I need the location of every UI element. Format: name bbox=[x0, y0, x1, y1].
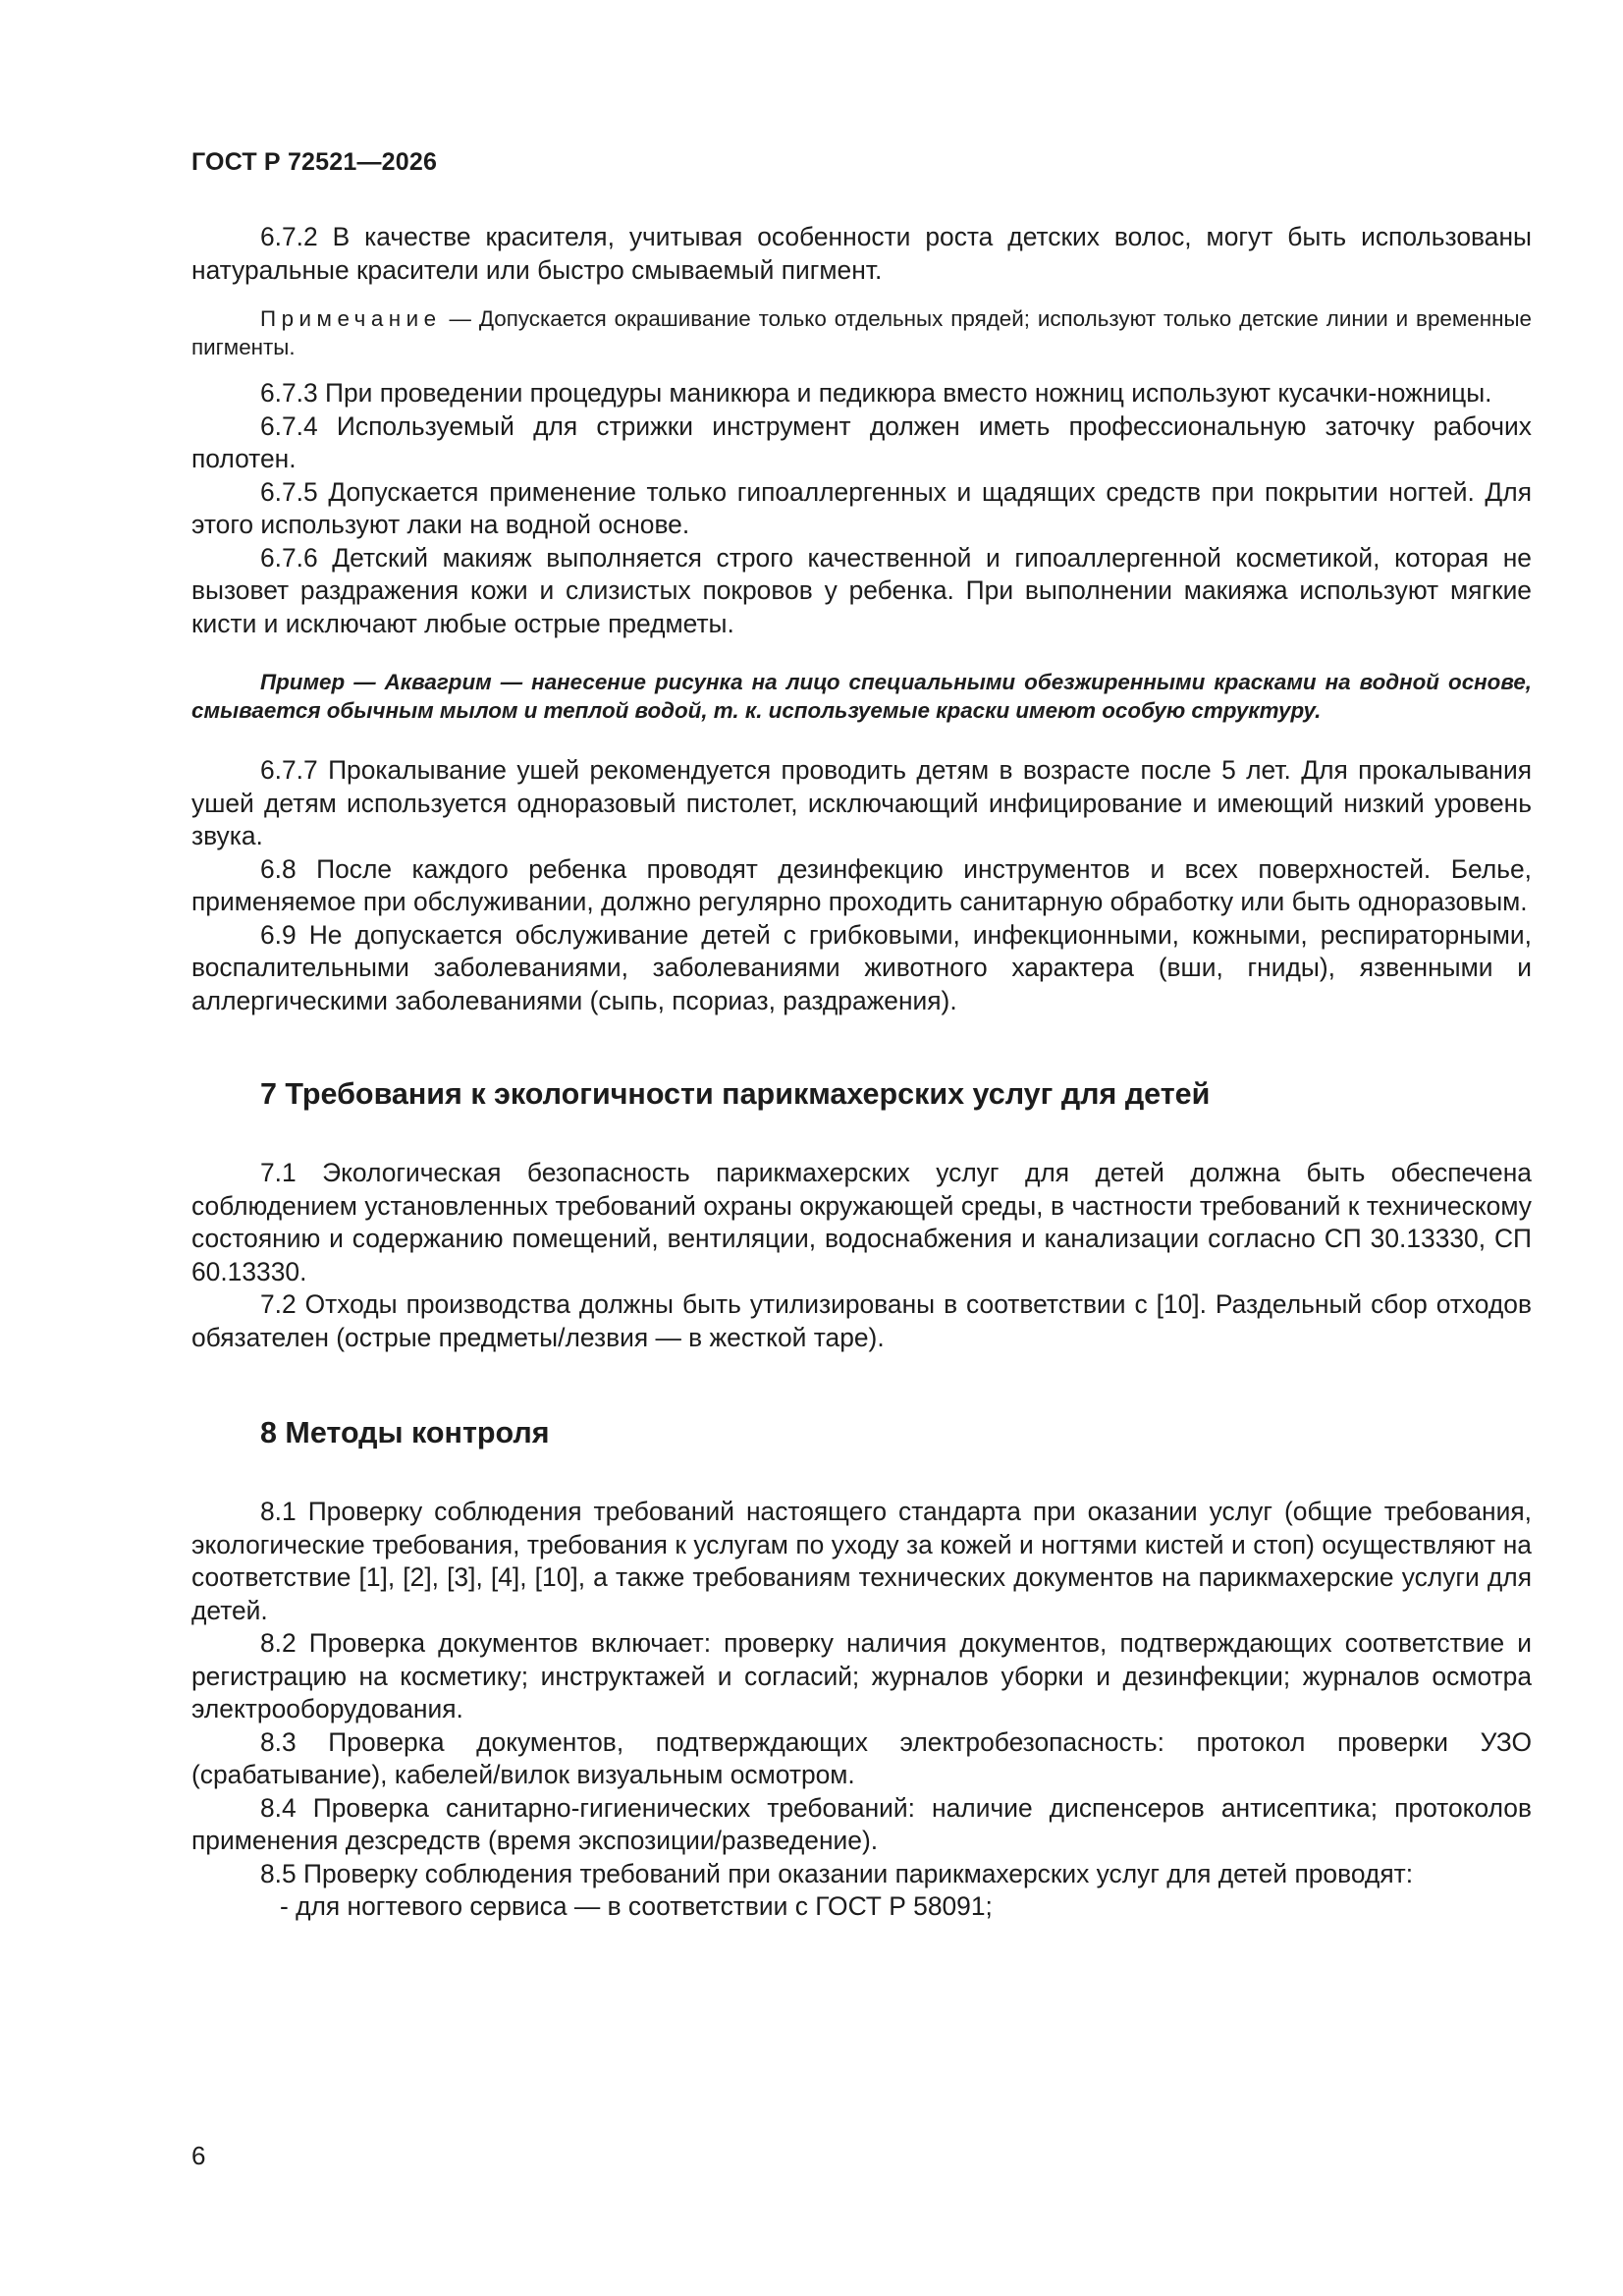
section-7-heading: 7 Требования к экологичности парикмахерских услуг для детей bbox=[260, 1077, 1211, 1111]
example-block: Пример — Аквагрим — нанесение рисунка на лицо специальными обезжиренными красками на водной основе, смывается обычным мылом и теплой водой, т. к. используемые краски имеют особую структуру. bbox=[191, 670, 1532, 723]
paragraph-6-7-6: 6.7.6 Детский макияж выполняется строго качественной и гипоаллергенной косметикой, которая не вызовет раздражения кожи и слизистых покровов у ребенка. При выполнении макияжа используют мягкие кисти и исключают любые острые предметы. bbox=[191, 542, 1532, 638]
paragraph-6-7-7: 6.7.7 Прокалывание ушей рекомендуется проводить детям в возрасте после 5 лет. Для прокалывания ушей детям используется одноразовый пистолет, исключающий инфицирование и имеющий низкий уровень звука. bbox=[191, 755, 1532, 850]
note-label: Примечание bbox=[260, 306, 442, 331]
note-block bbox=[191, 304, 1532, 361]
paragraph-7-2: 7.2 Отходы производства должны быть утилизированы в соответствии с [10]. Раздельный сбор отходов обязателен (острые предметы/лезвия — в жесткой таре). bbox=[191, 1289, 1532, 1352]
page-body bbox=[191, 221, 1532, 1924]
document-id-header: ГОСТ Р 72521—2026 bbox=[191, 148, 438, 176]
list-item: - для ногтевого сервиса — в соответствии с ГОСТ Р 58091; bbox=[280, 1891, 993, 1921]
paragraph-8-1: 8.1 Проверку соблюдения требований настоящего стандарта при оказании услуг (общие требования, экологические требования, требования к услугам по уходу за кожей и ногтями кистей и стоп) осуществляют на соответствие [1], [2], [3], [4], [10], а также требованиям технических документов на парикмахерские услуги для детей. bbox=[191, 1497, 1532, 1625]
page-number: 6 bbox=[191, 2141, 206, 2170]
paragraph-8-4: 8.4 Проверка санитарно-гигиенических требований: наличие диспенсеров антисептика; протоколов применения дезсредств (время экспозиции/разведение). bbox=[191, 1792, 1532, 1855]
paragraph-6-7-5: 6.7.5 Допускается применение только гипоаллергенных и щадящих средств при покрытии ногтей. Для этого используют лаки на водной основе. bbox=[191, 476, 1532, 539]
paragraph-6-7-3: 6.7.3 При проведении процедуры маникюра и педикюра вместо ножниц используют кусачки-ножницы. bbox=[260, 378, 1492, 408]
paragraph-6-8: 6.8 После каждого ребенка проводят дезинфекцию инструментов и всех поверхностей. Белье, применяемое при обслуживании, должно регулярно проходить санитарную обработку или быть одноразовым. bbox=[191, 853, 1532, 916]
section-8-heading: 8 Методы контроля bbox=[260, 1416, 550, 1449]
paragraph-8-2: 8.2 Проверка документов включает: проверку наличия документов, подтверждающих соответствие и регистрацию на косметику; инструктажей и согласий; журналов уборки и дезинфекции; журналов осмотра электрооборудования. bbox=[191, 1628, 1532, 1723]
paragraph-6-9: 6.9 Не допускается обслуживание детей с грибковыми, инфекционными, кожными, респираторными, воспалительными заболеваниями, заболеваниями животного характера (вши, гниды), язвенными и аллергическими заболеваниями (сыпь, псориаз, раздражения). bbox=[191, 919, 1532, 1015]
paragraph-7-1: 7.1 Экологическая безопасность парикмахерских услуг для детей должна быть обеспечена соблюдением установленных требований охраны окружающей среды, в частности требований к техническому состоянию и содержанию помещений, вентиляции, водоснабжения и канализации согласно СП 30.13330, СП 60.13330. bbox=[191, 1158, 1532, 1286]
paragraph-8-3: 8.3 Проверка документов, подтверждающих электробезопасность: протокол проверки УЗО (срабатывание), кабелей/вилок визуальным осмотром. bbox=[191, 1726, 1532, 1789]
paragraph-8-5: 8.5 Проверку соблюдения требований при оказании парикмахерских услуг для детей проводят: bbox=[260, 1858, 1414, 1888]
note-text: — Допускается окрашивание только отдельных прядей; используют только детские линии и временные пигменты. bbox=[191, 306, 1532, 359]
paragraph-6-7-2: 6.7.2 В качестве красителя, учитывая особенности роста детских волос, могут быть использованы натуральные красители или быстро смываемый пигмент. bbox=[191, 222, 1532, 285]
paragraph-6-7-4: 6.7.4 Используемый для стрижки инструмент должен иметь профессиональную заточку рабочих полотен. bbox=[191, 410, 1532, 473]
